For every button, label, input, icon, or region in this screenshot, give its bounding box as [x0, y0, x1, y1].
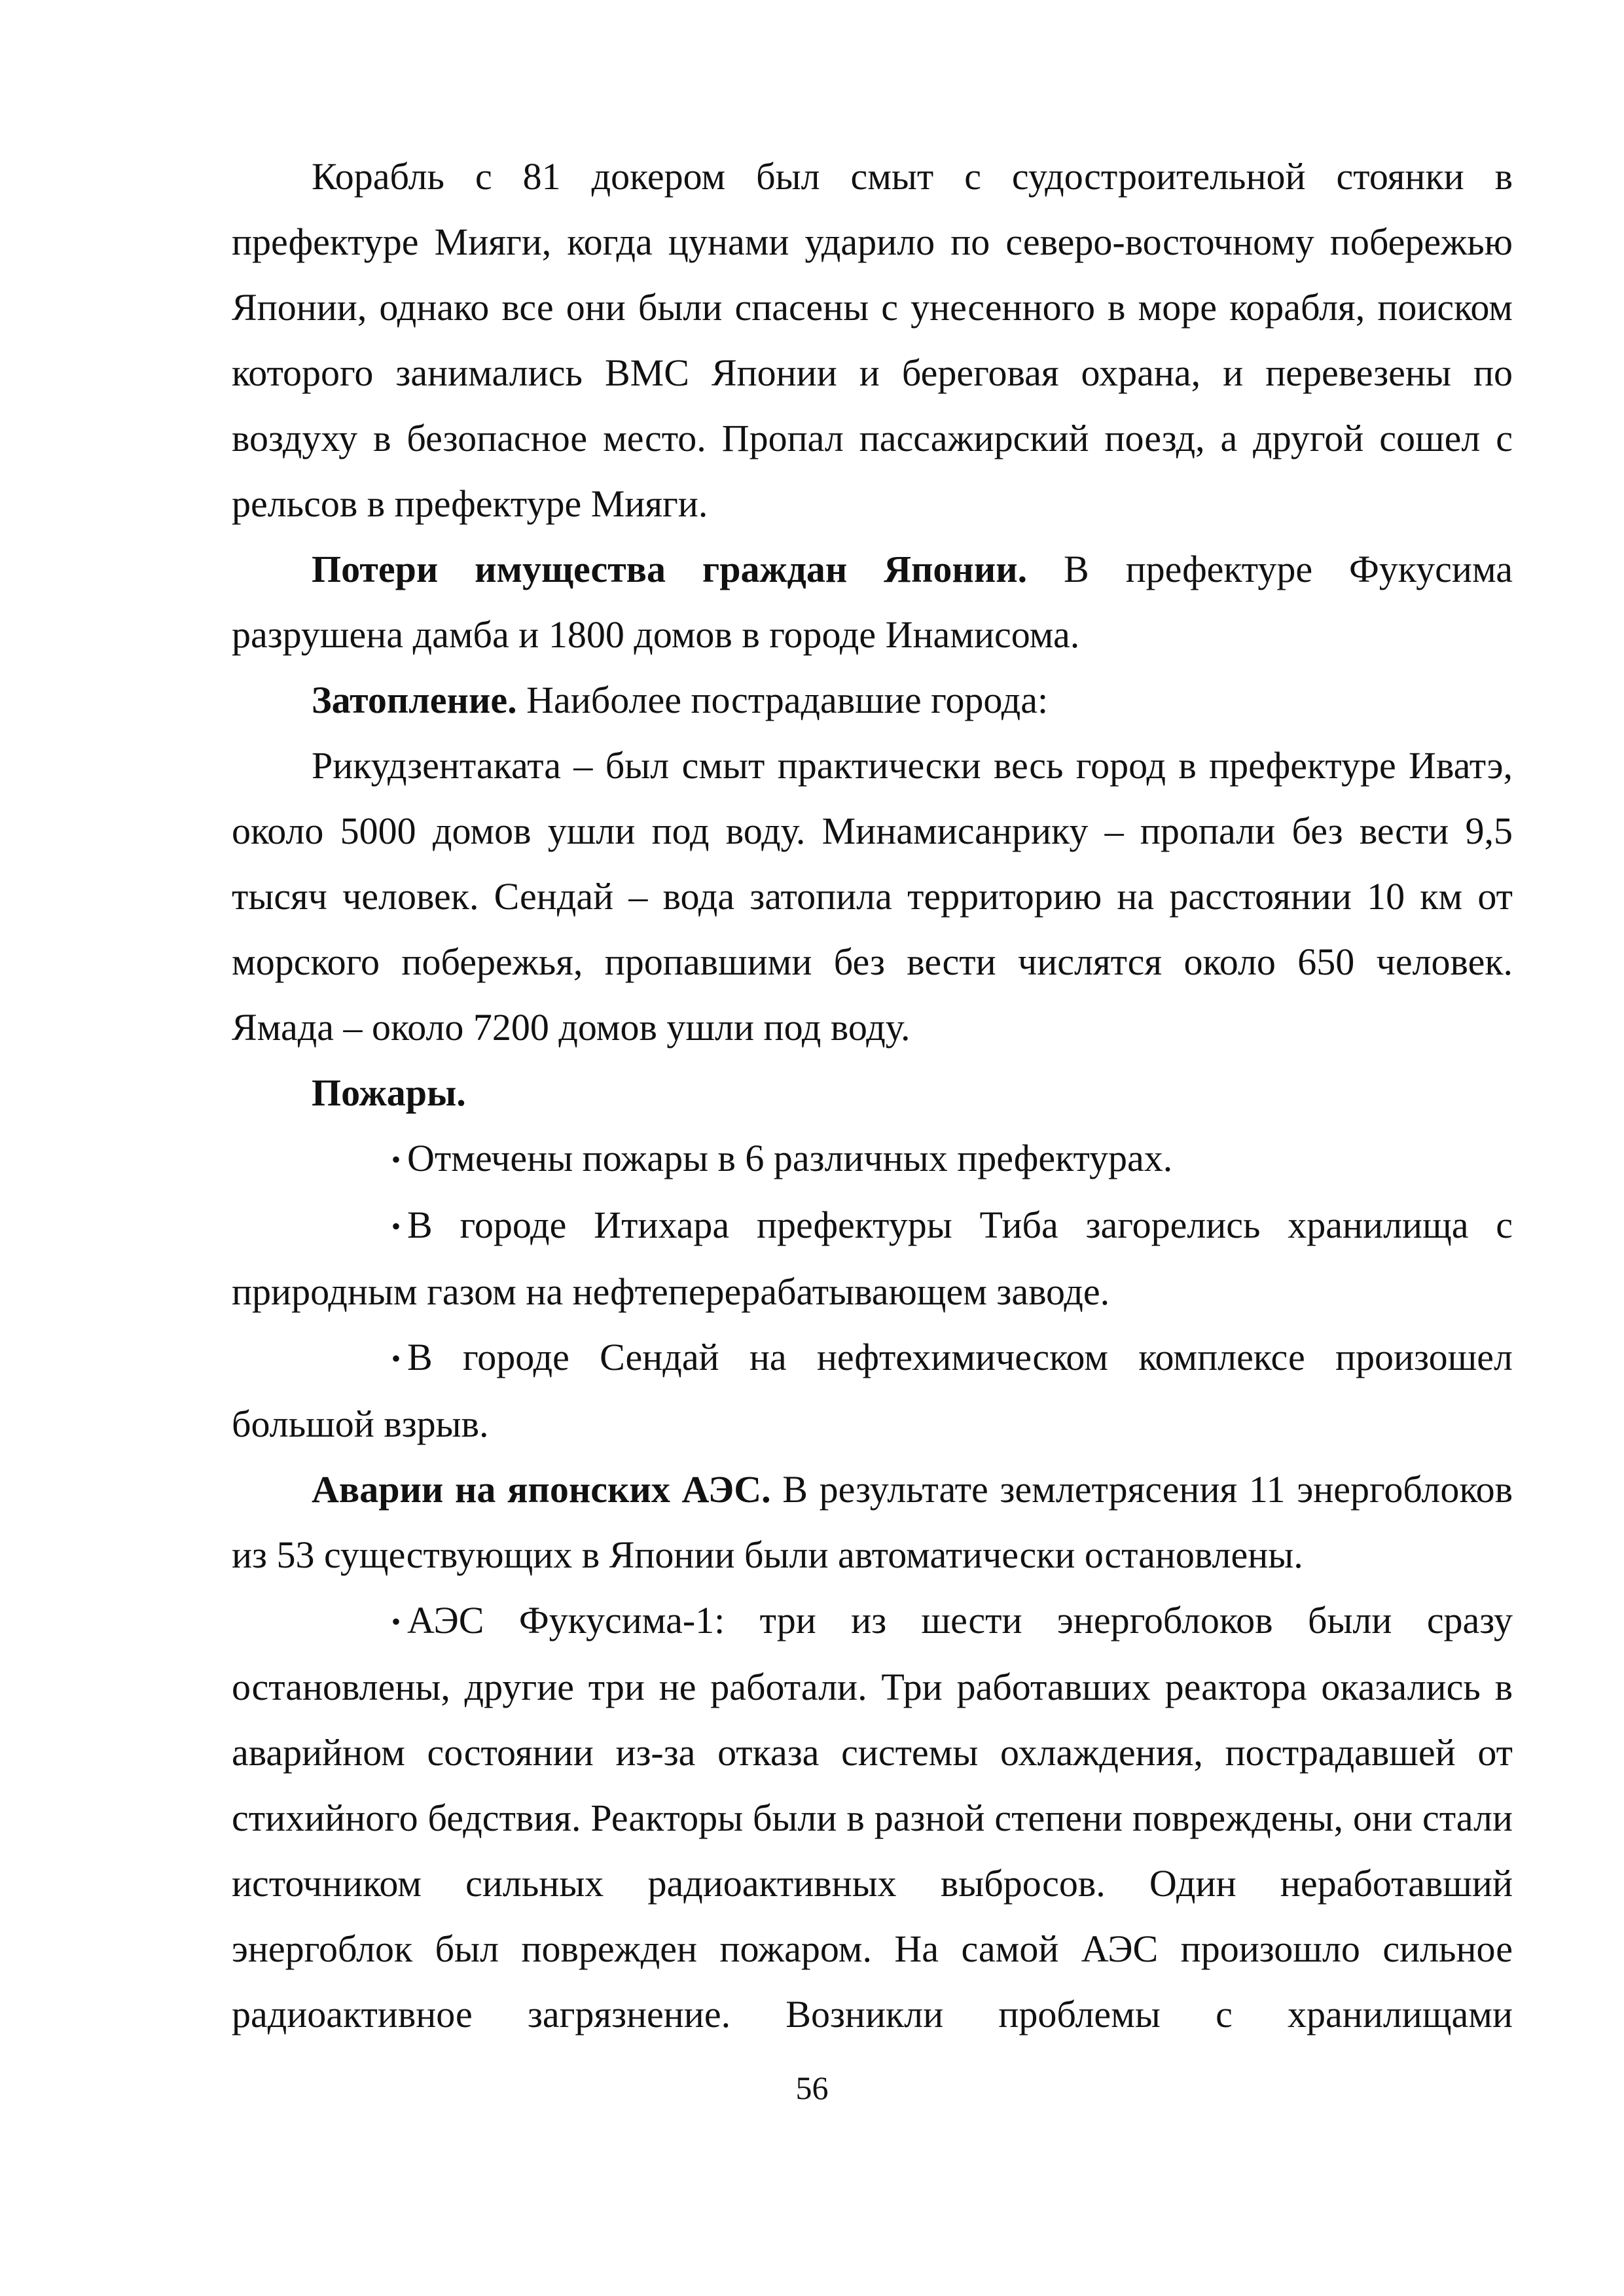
- bullet-item-ichihara: [232, 1193, 1513, 1325]
- paragraph-cities: [232, 733, 1513, 1060]
- paragraph-ship: [232, 144, 1513, 537]
- bullet-item-fires-prefectures: [232, 1126, 1513, 1193]
- bullet-item-fukushima: [232, 1588, 1513, 2047]
- bullet-item-text: В городе Итихара префектуры Тиба загорелись хранилища с природным газом на нефтеперерабатывающем заводе.: [232, 1204, 1513, 1313]
- page-body: [232, 144, 1513, 2047]
- heading-flooding: Затопление.: [312, 679, 517, 721]
- heading-property-losses: Потери имущества граждан Японии.: [312, 548, 1028, 590]
- flooding-text: Наиболее пострадавшие города:: [516, 679, 1049, 721]
- paragraph-fires: [232, 1060, 1513, 1126]
- bullet-item-text: В городе Сендай на нефтехимическом комплексе произошел большой взрыв.: [232, 1336, 1513, 1445]
- heading-npp-accidents: Аварии на японских АЭС.: [312, 1468, 771, 1511]
- bullet-item-text: Отмечены пожары в 6 различных префектурах.: [407, 1137, 1173, 1179]
- property-losses-text: В префектуре Фукусима разрушена дамба и 1800 домов в городе Инамисома.: [232, 548, 1513, 656]
- bullet-item-text: АЭС Фукусима-1: три из шести энергоблоков были сразу остановлены, другие три не работали. Три работавших реактора оказались в аварийном состоянии из-за отказа системы охлаждения, пострадавшей от стихийного бедствия. Реакторы были в разной степени повреждены, они стали источником сильных радиоактивных выбросов. Один неработавший энергоблок был поврежден пожаром. На самой АЭС произошло сильное радиоактивное загрязнение. Возникли проблемы с хранилищами: [232, 1599, 1513, 2036]
- npp-accidents-text: В результате землетрясения 11 энергоблоков из 53 существующих в Японии были автоматически остановлены.: [232, 1468, 1513, 1576]
- paragraph-flooding: [232, 668, 1513, 733]
- heading-fires: Пожары.: [312, 1071, 466, 1114]
- page-number: 56: [795, 2070, 829, 2106]
- cities-text: Рикудзентаката – был смыт практически весь город в префектуре Иватэ, около 5000 домов ушли под воду. Минамисанрику – пропали без вести 9,5 тысяч человек. Сендай – вода затопила территорию на расстоянии 10 км от морского побережья, пропавшими без вести числятся около 650 человек. Ямада – около 7200 домов ушли под воду.: [232, 744, 1513, 1049]
- bullet-item-sendai: [232, 1325, 1513, 1457]
- paragraph-ship-text: Корабль с 81 докером был смыт с судостроительной стоянки в префектуре Мияги, когда цунами ударило по северо-восточному побережью Японии, однако все они были спасены с унесенного в море корабля, поиском которого занимались ВМС Японии и береговая охрана, и перевезены по воздуху в безопасное место. Пропал пассажирский поезд, а другой сошел с рельсов в префектуре Мияги.: [232, 155, 1513, 525]
- paragraph-property-losses: [232, 537, 1513, 668]
- paragraph-npp-accidents: [232, 1457, 1513, 1588]
